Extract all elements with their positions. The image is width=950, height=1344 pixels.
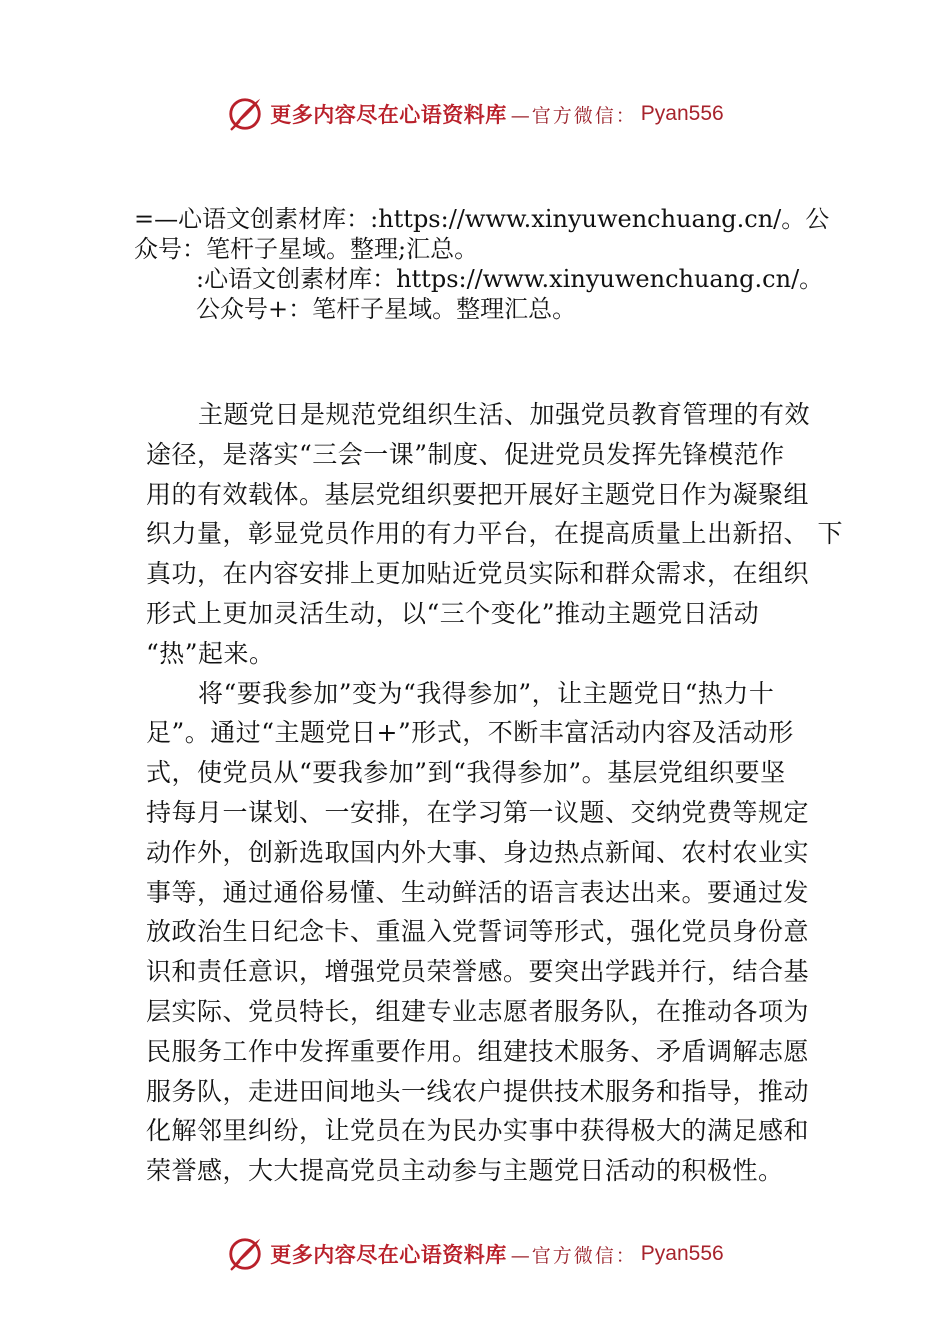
paragraph-line: 层实际、党员特长，组建专业志愿者服务队，在推动各项为 — [146, 996, 810, 1026]
paragraph-line: 将“要我参加”变为“我得参加”，让主题党日“热力十 — [198, 678, 775, 708]
source-line: :心语文创素材库：https://www.xinyuwenchuang.cn/。 — [196, 265, 824, 293]
footer-banner — [0, 1232, 950, 1276]
source-line: 公众号+：笔杆子星域。整理汇总。 — [196, 295, 577, 323]
paragraph-line: 动作外，创新选取国内外大事、身边热点新闻、农村农业实 — [146, 837, 810, 867]
source-line: =—心语文创素材库：:https://www.xinyuwenchuang.cn/。公 — [134, 205, 830, 233]
article-body — [146, 395, 843, 1191]
banner-brand: 更多内容尽在心语资料库 — [270, 102, 507, 127]
paragraph-line: 途径，是落实“三会一课”制度、促进党员发挥先锋模范作 — [146, 439, 785, 469]
quill-logo-icon — [226, 1235, 264, 1273]
paragraph-line: 放政治生日纪念卡、重温入党誓词等形式，强化党员身份意 — [146, 917, 810, 947]
banner-wechat-label: —官方微信： — [510, 1244, 637, 1267]
paragraph-line: 服务队，走进田间地头一线农户提供技术服务和指导，推动 — [146, 1076, 810, 1106]
source-line: 众号：笔杆子星域。整理;汇总。 — [134, 235, 479, 263]
paragraph-line: 足”。通过“主题党日+”形式，不断丰富活动内容及活动形 — [146, 718, 794, 748]
source-note — [134, 204, 830, 324]
paragraph-line: 真功，在内容安排上更加贴近党员实际和群众需求，在组织 — [146, 559, 810, 589]
banner-brand: 更多内容尽在心语资料库 — [270, 1242, 507, 1267]
paragraph-line: “热”起来。 — [146, 638, 275, 668]
paragraph-line: 形式上更加灵活生动，以“三个变化”推动主题党日活动 — [146, 598, 760, 628]
quill-logo-icon — [226, 95, 264, 133]
paragraph-line: 识和责任意识，增强党员荣誉感。要突出学践并行，结合基 — [146, 957, 810, 987]
banner-wechat-label: —官方微信： — [510, 104, 637, 127]
paragraph-line: 织力量，彰显党员作用的有力平台，在提高质量上出新招、 下 — [146, 519, 843, 549]
banner-wechat-id: Pyan556 — [640, 1242, 724, 1265]
paragraph-line: 民服务工作中发挥重要作用。组建技术服务、矛盾调解志愿 — [146, 1036, 810, 1066]
paragraph-line: 荣誉感，大大提高党员主动参与主题党日活动的积极性。 — [146, 1156, 784, 1186]
paragraph-line: 式，使党员从“要我参加”到“我得参加”。基层党组织要坚 — [146, 758, 786, 788]
header-banner — [0, 92, 950, 136]
paragraph-line: 事等，通过通俗易懂、生动鲜活的语言表达出来。要通过发 — [146, 877, 810, 907]
paragraph-line: 用的有效载体。基层党组织要把开展好主题党日作为凝聚组 — [146, 479, 810, 509]
paragraph-line: 持每月一谋划、一安排，在学习第一议题、交纳党费等规定 — [146, 797, 810, 827]
banner-wechat-id: Pyan556 — [640, 102, 724, 125]
paragraph-line: 化解邻里纠纷，让党员在为民办实事中获得极大的满足感和 — [146, 1116, 810, 1146]
paragraph-line: 主题党日是规范党组织生活、加强党员教育管理的有效 — [198, 400, 811, 429]
